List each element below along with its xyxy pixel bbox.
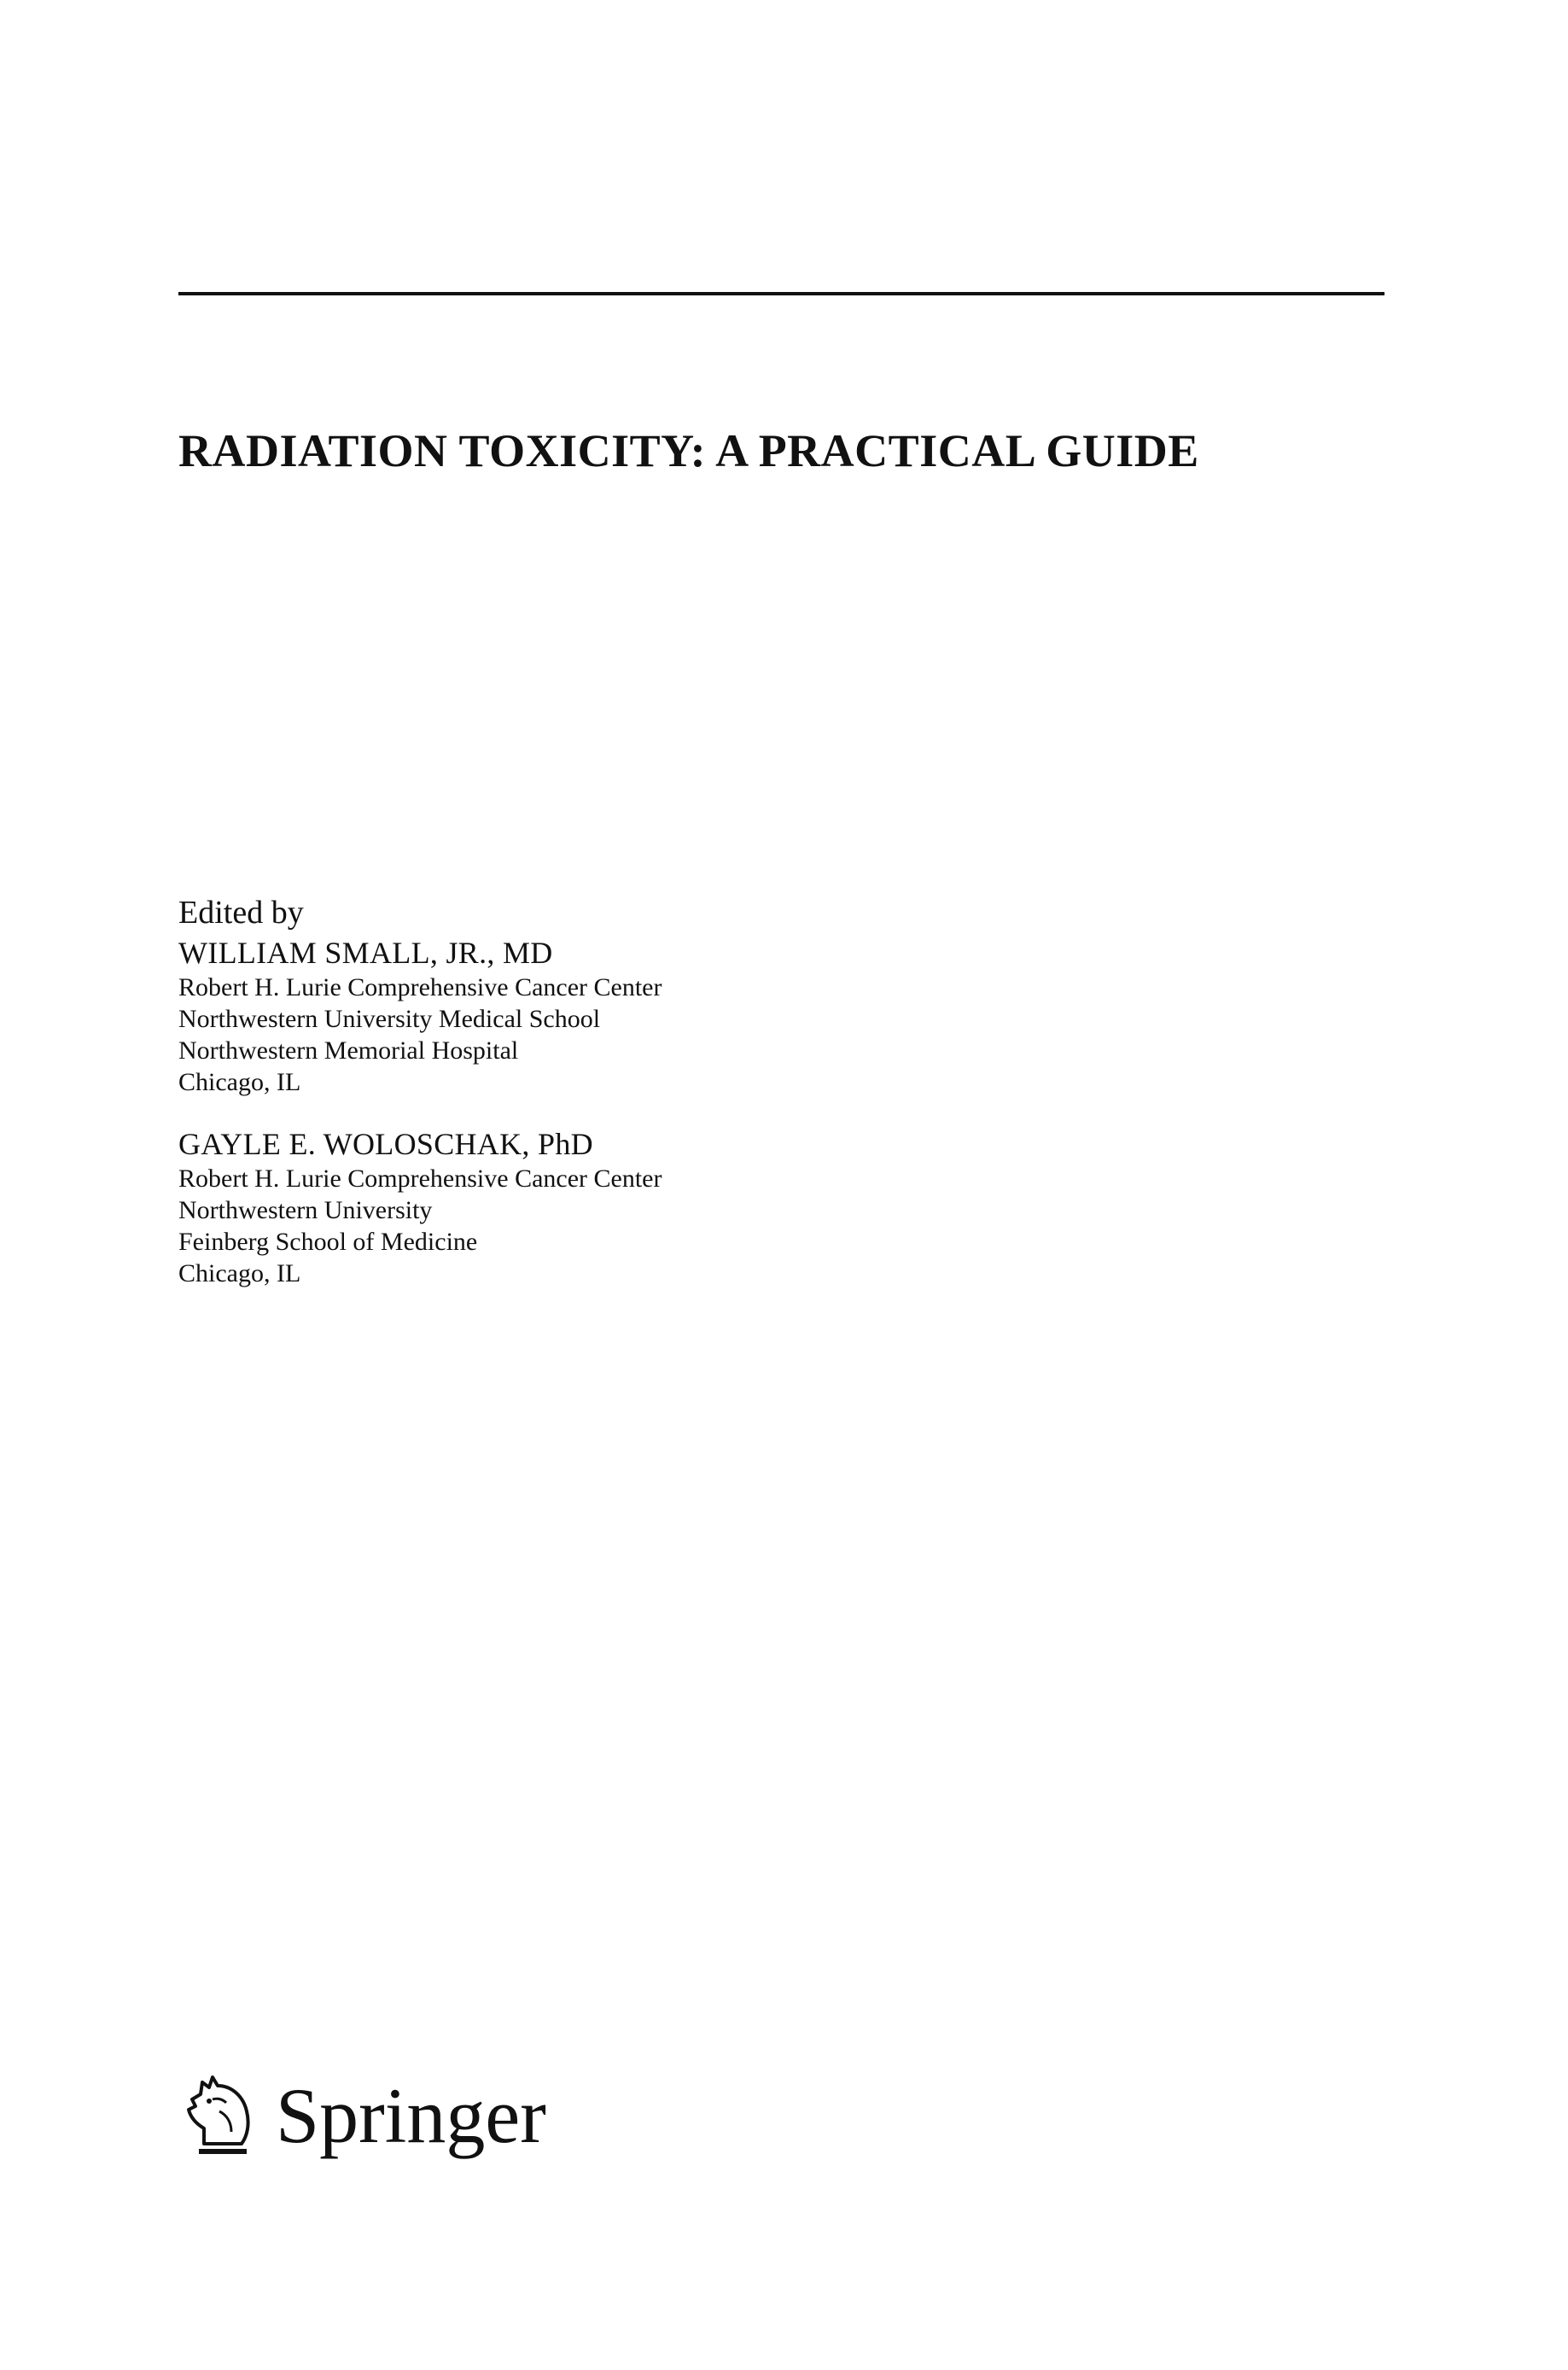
editor-block-small — [178, 934, 1032, 1098]
editor-affiliation: Northwestern University — [178, 1196, 433, 1224]
title-rule — [178, 292, 1384, 295]
editor-name: GAYLE E. WOLOSCHAK, PhD — [178, 1127, 593, 1161]
publisher-logo — [178, 2064, 546, 2167]
editors-section — [178, 891, 1032, 1289]
editor-affiliation: Northwestern Memorial Hospital — [178, 1036, 519, 1065]
editor-affiliation: Feinberg School of Medicine — [178, 1228, 478, 1256]
springer-horse-logo-icon — [178, 2069, 264, 2163]
editor-affiliation: Robert H. Lurie Comprehensive Cancer Center — [178, 1165, 662, 1193]
editor-block-woloschak — [178, 1125, 1032, 1289]
editor-affiliation: Chicago, IL — [178, 1259, 301, 1287]
edited-by-label: Edited by — [178, 895, 304, 931]
editor-affiliation: Chicago, IL — [178, 1068, 301, 1096]
editor-affiliation: Northwestern University Medical School — [178, 1005, 601, 1033]
editor-affiliation: Robert H. Lurie Comprehensive Cancer Center — [178, 973, 662, 1001]
publisher-name: Springer — [276, 2072, 546, 2159]
editor-name: WILLIAM SMALL, JR., MD — [178, 936, 553, 970]
book-title: RADIATION TOXICITY: A PRACTICAL GUIDE — [178, 425, 1199, 476]
